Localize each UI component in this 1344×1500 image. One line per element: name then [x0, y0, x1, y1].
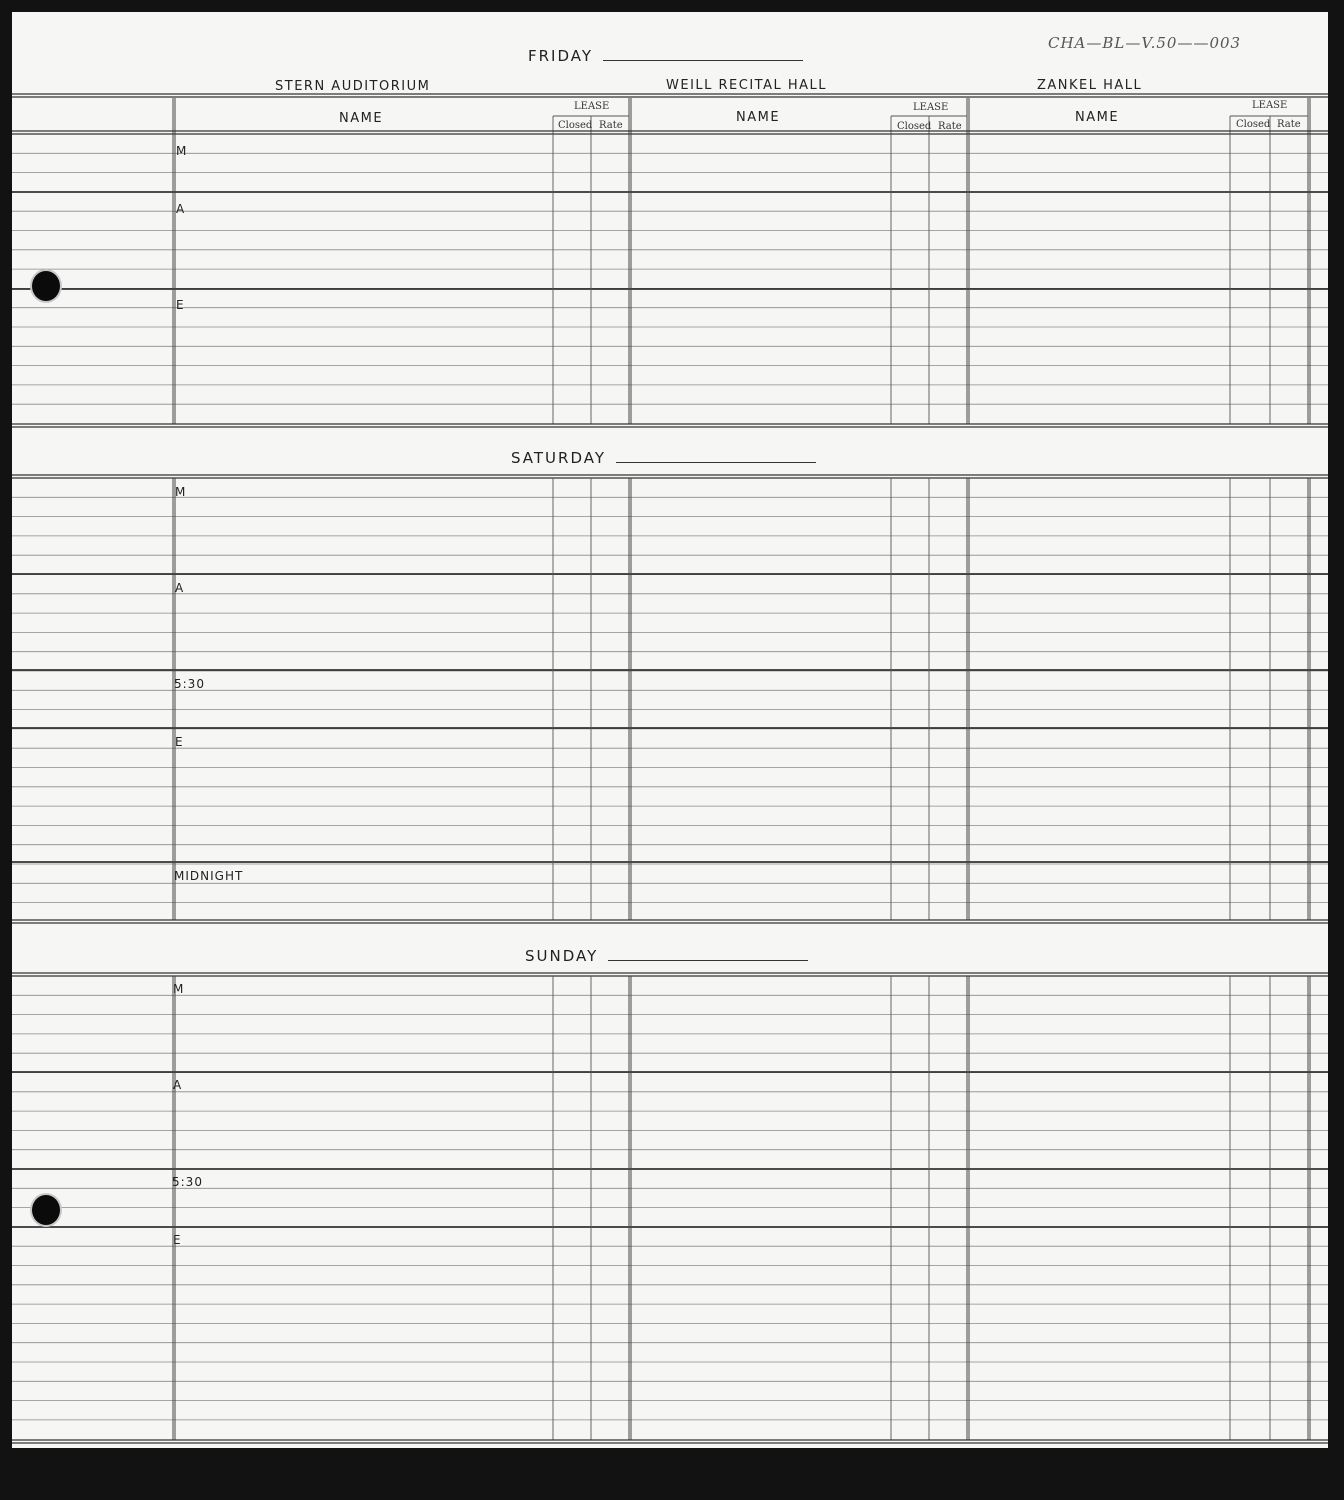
sunday-slot-m: M — [173, 982, 185, 996]
saturday-slot-m: M — [175, 485, 187, 499]
saturday-slot-e: E — [175, 735, 184, 749]
day-title-saturday — [511, 448, 816, 467]
hall-title-stern: STERN AUDITORIUM — [275, 79, 431, 94]
sunday-slot-a: A — [173, 1078, 183, 1092]
day-label: SATURDAY — [511, 449, 607, 467]
lease-header-stern: LEASE — [574, 101, 610, 112]
lease-rate-zankel: Rate — [1277, 119, 1301, 130]
lease-closed-stern: Closed — [558, 120, 593, 131]
lease-header-zankel: LEASE — [1252, 100, 1288, 111]
binder-hole-top — [32, 271, 60, 301]
name-header-stern: NAME — [339, 111, 384, 126]
saturday-slot-midnight: MIDNIGHT — [174, 869, 244, 883]
lease-closed-zankel: Closed — [1236, 119, 1271, 130]
archive-note: CHA—BL—V.50——003 — [1048, 34, 1242, 52]
day-title-friday — [528, 46, 803, 65]
friday-slot-a: A — [176, 202, 186, 216]
name-header-zankel: NAME — [1075, 110, 1120, 125]
day-label: FRIDAY — [528, 47, 594, 65]
saturday-slot-530: 5:30 — [174, 677, 205, 691]
lease-rate-weill: Rate — [938, 121, 962, 132]
sunday-slot-530: 5:30 — [172, 1175, 203, 1189]
name-header-weill: NAME — [736, 110, 781, 125]
date-blank[interactable] — [608, 946, 808, 961]
day-label: SUNDAY — [525, 947, 599, 965]
hall-title-weill: WEILL RECITAL HALL — [666, 78, 828, 93]
lease-header-weill: LEASE — [913, 102, 949, 113]
friday-slot-e: E — [176, 298, 185, 312]
hall-title-zankel: ZANKEL HALL — [1037, 78, 1143, 93]
date-blank[interactable] — [616, 448, 816, 463]
friday-slot-m: M — [176, 144, 188, 158]
date-blank[interactable] — [603, 46, 803, 61]
lease-rate-stern: Rate — [599, 120, 623, 131]
ruled-grid — [12, 12, 1328, 1448]
binder-hole-bottom — [32, 1195, 60, 1225]
day-title-sunday — [525, 946, 808, 965]
saturday-slot-a: A — [175, 581, 185, 595]
schedule-sheet — [12, 12, 1328, 1448]
lease-closed-weill: Closed — [897, 121, 932, 132]
sunday-slot-e: E — [173, 1233, 182, 1247]
